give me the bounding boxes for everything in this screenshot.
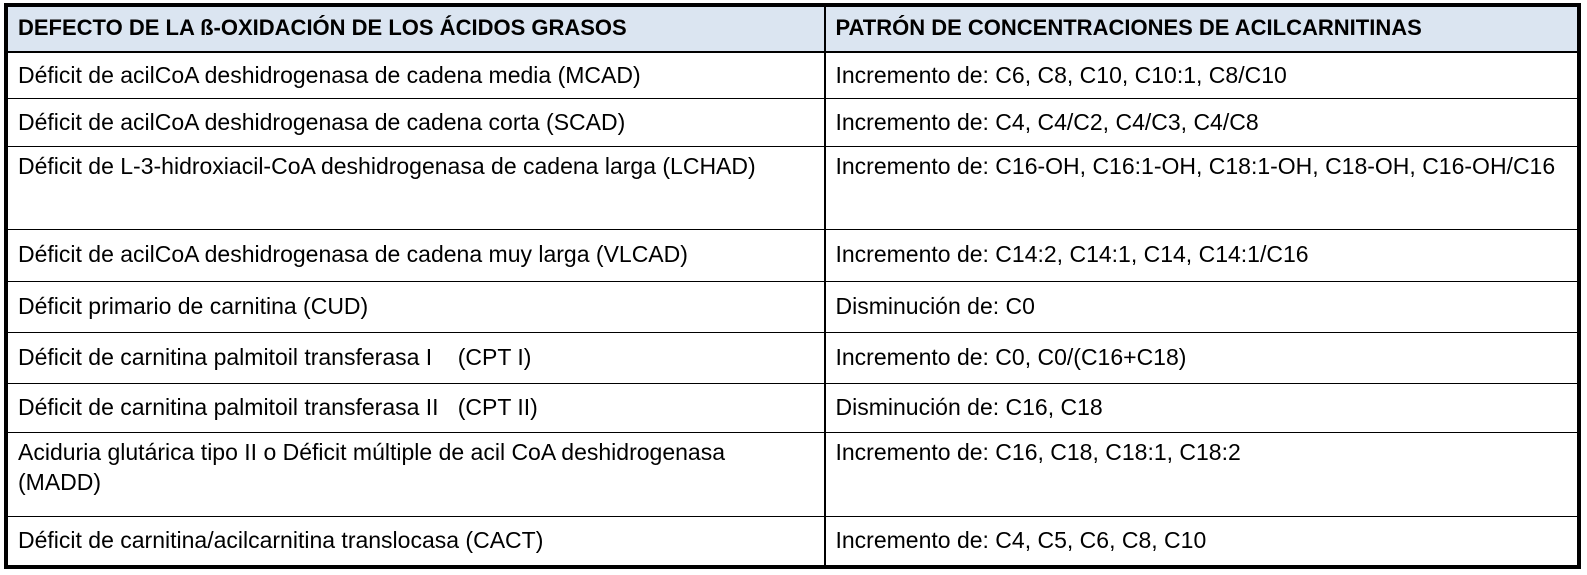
- defect-cell: Déficit de acilCoA deshidrogenasa de cadena muy larga (VLCAD): [8, 230, 825, 281]
- defect-cell: Déficit de carnitina/acilcarnitina translocasa (CACT): [8, 516, 825, 565]
- table-header: [8, 7, 1578, 53]
- defect-cell: Déficit de acilCoA deshidrogenasa de cadena media (MCAD): [8, 52, 825, 99]
- pattern-cell: Incremento de: C0, C0/(C16+C18): [825, 332, 1578, 383]
- acylcarnitine-table-container: [4, 3, 1581, 569]
- defect-cell: Déficit primario de carnitina (CUD): [8, 281, 825, 332]
- defect-cell: Déficit de carnitina palmitoil transferasa II (CPT II): [8, 383, 825, 432]
- table-row: [8, 147, 1578, 230]
- table-row: [8, 332, 1578, 383]
- pattern-cell: Incremento de: C4, C4/C2, C4/C3, C4/C8: [825, 99, 1578, 147]
- defect-cell: Déficit de carnitina palmitoil transferasa I (CPT I): [8, 332, 825, 383]
- pattern-cell: Disminución de: C16, C18: [825, 383, 1578, 432]
- header-row: [8, 7, 1578, 53]
- table-row: [8, 99, 1578, 147]
- pattern-cell: Incremento de: C14:2, C14:1, C14, C14:1/C16: [825, 230, 1578, 281]
- defect-cell: Déficit de acilCoA deshidrogenasa de cadena corta (SCAD): [8, 99, 825, 147]
- pattern-cell: Incremento de: C16, C18, C18:1, C18:2: [825, 432, 1578, 516]
- defect-cell: Déficit de L-3-hidroxiacil-CoA deshidrogenasa de cadena larga (LCHAD): [8, 147, 825, 230]
- acylcarnitine-table: [7, 6, 1578, 566]
- pattern-cell: Disminución de: C0: [825, 281, 1578, 332]
- defect-cell: Aciduria glutárica tipo II o Déficit múltiple de acil CoA deshidrogenasa (MADD): [8, 432, 825, 516]
- table-row: [8, 516, 1578, 565]
- pattern-cell: Incremento de: C4, C5, C6, C8, C10: [825, 516, 1578, 565]
- pattern-cell: Incremento de: C6, C8, C10, C10:1, C8/C10: [825, 52, 1578, 99]
- table-row: [8, 281, 1578, 332]
- table-body: [8, 52, 1578, 566]
- pattern-cell: Incremento de: C16-OH, C16:1-OH, C18:1-OH, C18-OH, C16-OH/C16: [825, 147, 1578, 230]
- table-row: [8, 52, 1578, 99]
- table-row: [8, 383, 1578, 432]
- table-row: [8, 230, 1578, 281]
- header-pattern: PATRÓN DE CONCENTRACIONES DE ACILCARNITINAS: [825, 7, 1578, 53]
- table-row: [8, 432, 1578, 516]
- header-defect: DEFECTO DE LA ß-OXIDACIÓN DE LOS ÁCIDOS GRASOS: [8, 7, 825, 53]
